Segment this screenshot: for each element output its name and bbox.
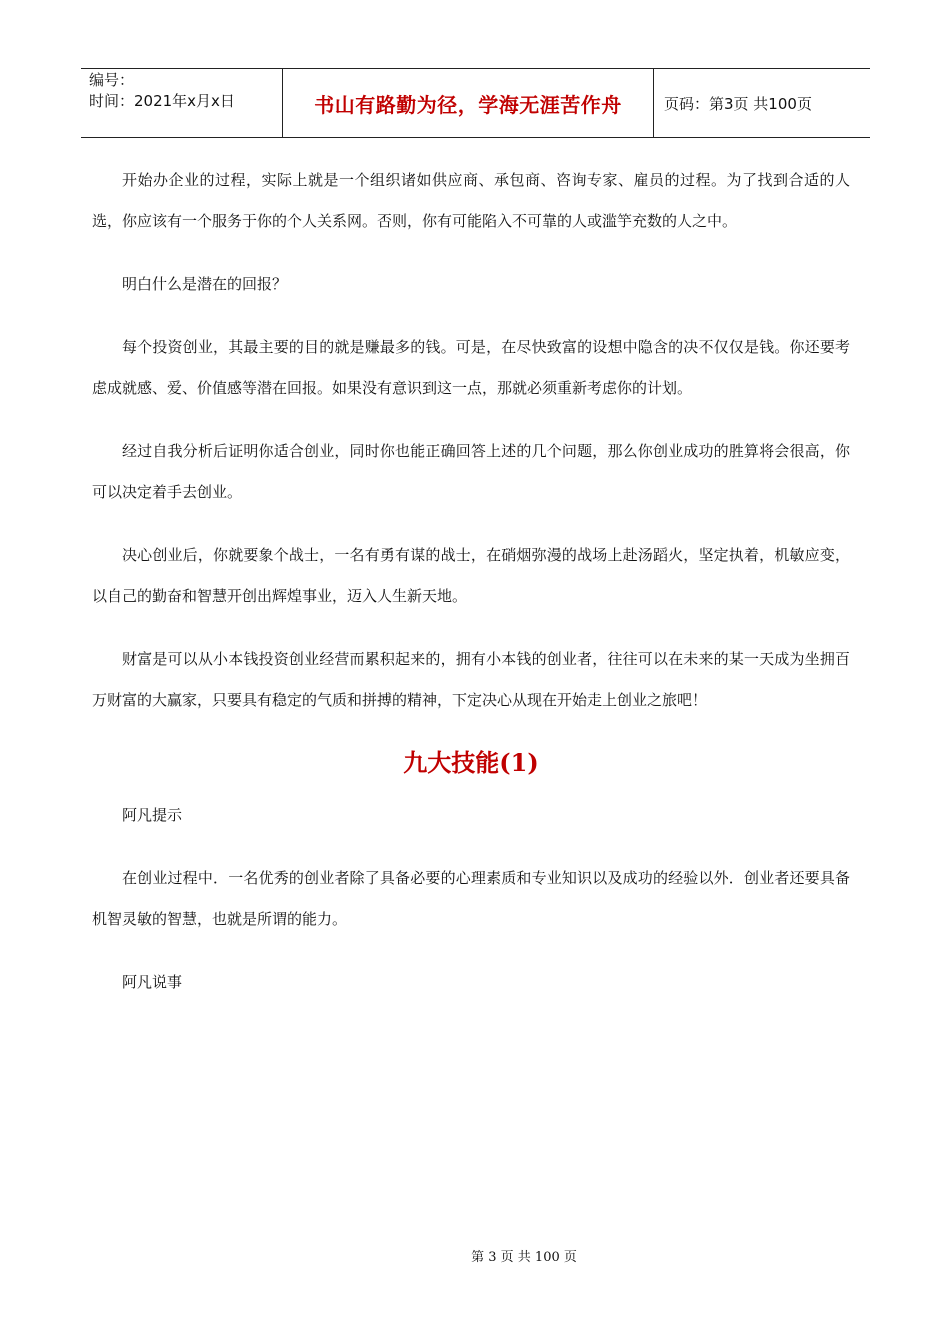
header-meta [81, 69, 282, 137]
body-paragraph: 决心创业后，你就要象个战士，一名有勇有谋的战士，在硝烟弥漫的战场上赴汤蹈火，坚定执着，机敏应变，以自己的勤奋和智慧开创出辉煌事业，迈入人生新天地。 [92, 546, 850, 605]
section-paragraph: 在创业过程中．一名优秀的创业者除了具备必要的心理素质和专业知识以及成功的经验以外．创业者还要具备机智灵敏的智慧，也就是所谓的能力。 [92, 869, 850, 928]
body-paragraph: 开始办企业的过程，实际上就是一个组织诸如供应商、承包商、咨询专家、雇员的过程。为了找到合适的人选，你应该有一个服务于你的个人关系网。否则，你有可能陷入不可靠的人或滥竽充数的人之中。 [92, 171, 850, 230]
document-body [92, 160, 850, 1025]
page-header [81, 68, 870, 138]
document-time-label: 时间：2021年x月x日 [89, 92, 235, 110]
header-page-info [654, 69, 870, 137]
page-footer [0, 1246, 950, 1265]
body-paragraph: 明白什么是潜在的回报？ [122, 275, 288, 293]
footer-page-number: 第 3 页 共 100 页 [471, 1250, 577, 1265]
header-motto-cell [282, 69, 654, 137]
document-number-label: 编号： [89, 71, 135, 89]
body-paragraph: 财富是可以从小本钱投资创业经营而累积起来的，拥有小本钱的创业者，往往可以在未来的某一天成为坐拥百万财富的大赢家，只要具有稳定的气质和拼搏的精神，下定决心从现在开始走上创业之旅吧！ [92, 650, 850, 709]
section-paragraph: 阿凡说事 [122, 973, 183, 991]
header-page-number: 页码：第3页 共100页 [664, 94, 812, 113]
header-motto: 书山有路勤为径，学海无涯苦作舟 [314, 92, 622, 117]
body-paragraph: 经过自我分析后证明你适合创业，同时你也能正确回答上述的几个问题，那么你创业成功的胜算将会很高，你可以决定着手去创业。 [92, 442, 850, 501]
section-paragraph: 阿凡提示 [122, 806, 183, 824]
body-paragraph: 每个投资创业，其最主要的目的就是赚最多的钱。可是，在尽快致富的设想中隐含的决不仅仅是钱。你还要考虑成就感、爱、价值感等潜在回报。如果没有意识到这一点，那就必须重新考虑你的计划。 [92, 338, 850, 397]
section-title: 九大技能(1) [403, 748, 539, 777]
